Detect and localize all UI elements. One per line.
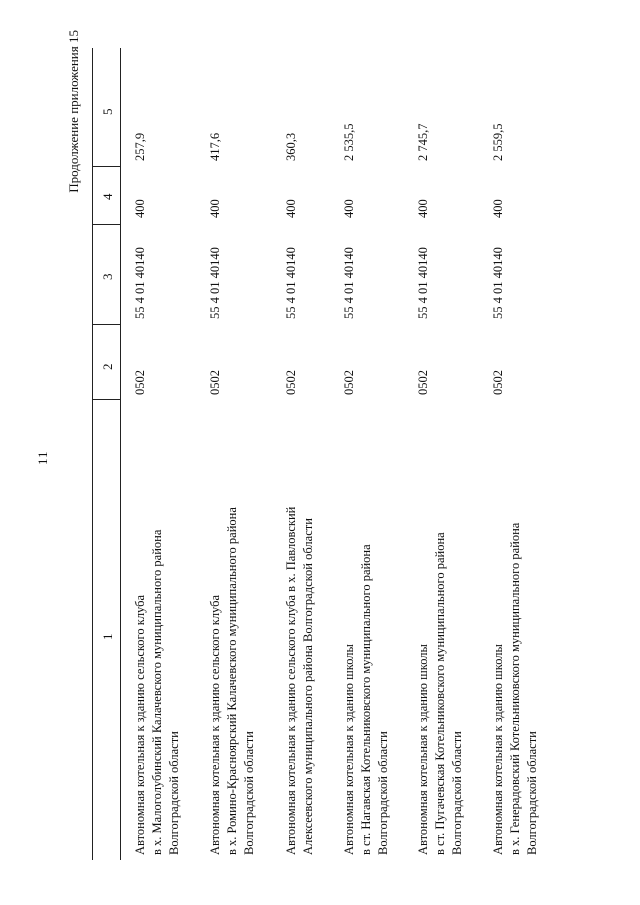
cell-amount: 417,6	[208, 132, 222, 161]
table-top-border	[92, 48, 93, 860]
cell-expense-type: 400	[208, 199, 222, 218]
cell-amount: 2 559,5	[491, 123, 505, 161]
row-description: Автономная котельная к зданию сельского клуба в х. Павловский Алексеевского муниципального района Волгоградской области	[284, 506, 315, 855]
cell-expense-type: 400	[491, 199, 505, 218]
header-col-1: 1	[100, 633, 115, 640]
cell-target-code: 55 4 01 40140	[416, 247, 430, 319]
row-description: Автономная котельная к зданию школы в х. Генерадовский Котельниковского муниципального района Волгоградской области	[491, 522, 539, 855]
cell-section-code: 0502	[133, 370, 147, 395]
row-description: Автономная котельная к зданию школы в ст. Нагавская Котельниковского муниципального района Волгоградской области	[342, 544, 390, 855]
cell-target-code: 55 4 01 40140	[208, 247, 222, 319]
row-description: Автономная котельная к зданию школы в ст. Пугачевская Котельниковского муниципального района Волгоградской области	[416, 532, 464, 855]
cell-amount: 257,9	[133, 132, 147, 161]
cell-expense-type: 400	[133, 199, 147, 218]
cell-expense-type: 400	[416, 199, 430, 218]
row-description: Автономная котельная к зданию сельского клуба в х. Ромино-Красноярский Калачевского муниципального района Волгоградской области	[208, 507, 256, 855]
column-divider	[92, 166, 120, 167]
header-col-4: 4	[100, 193, 115, 200]
page-number: 11	[35, 450, 50, 465]
header-col-2: 2	[100, 363, 115, 370]
cell-target-code: 55 4 01 40140	[133, 247, 147, 319]
cell-section-code: 0502	[208, 370, 222, 395]
cell-target-code: 55 4 01 40140	[284, 247, 298, 319]
row-description: Автономная котельная к зданию сельского клуба в х. Малоголубинский Калачевского муниципального района Волгоградской области	[133, 529, 181, 855]
cell-section-code: 0502	[491, 370, 505, 395]
column-divider	[92, 224, 120, 225]
table-header-border	[120, 48, 121, 860]
cell-amount: 2 535,5	[342, 123, 356, 161]
header-col-3: 3	[100, 273, 115, 280]
cell-section-code: 0502	[416, 370, 430, 395]
cell-amount: 2 745,7	[416, 123, 430, 161]
header-col-5: 5	[100, 108, 115, 115]
cell-section-code: 0502	[284, 370, 298, 395]
cell-section-code: 0502	[342, 370, 356, 395]
continuation-label: Продолжение приложения 15	[66, 30, 81, 193]
cell-expense-type: 400	[342, 199, 356, 218]
cell-amount: 360,3	[284, 132, 298, 161]
cell-target-code: 55 4 01 40140	[342, 247, 356, 319]
column-divider	[92, 399, 120, 400]
cell-expense-type: 400	[284, 199, 298, 218]
column-divider	[92, 324, 120, 325]
cell-target-code: 55 4 01 40140	[491, 247, 505, 319]
